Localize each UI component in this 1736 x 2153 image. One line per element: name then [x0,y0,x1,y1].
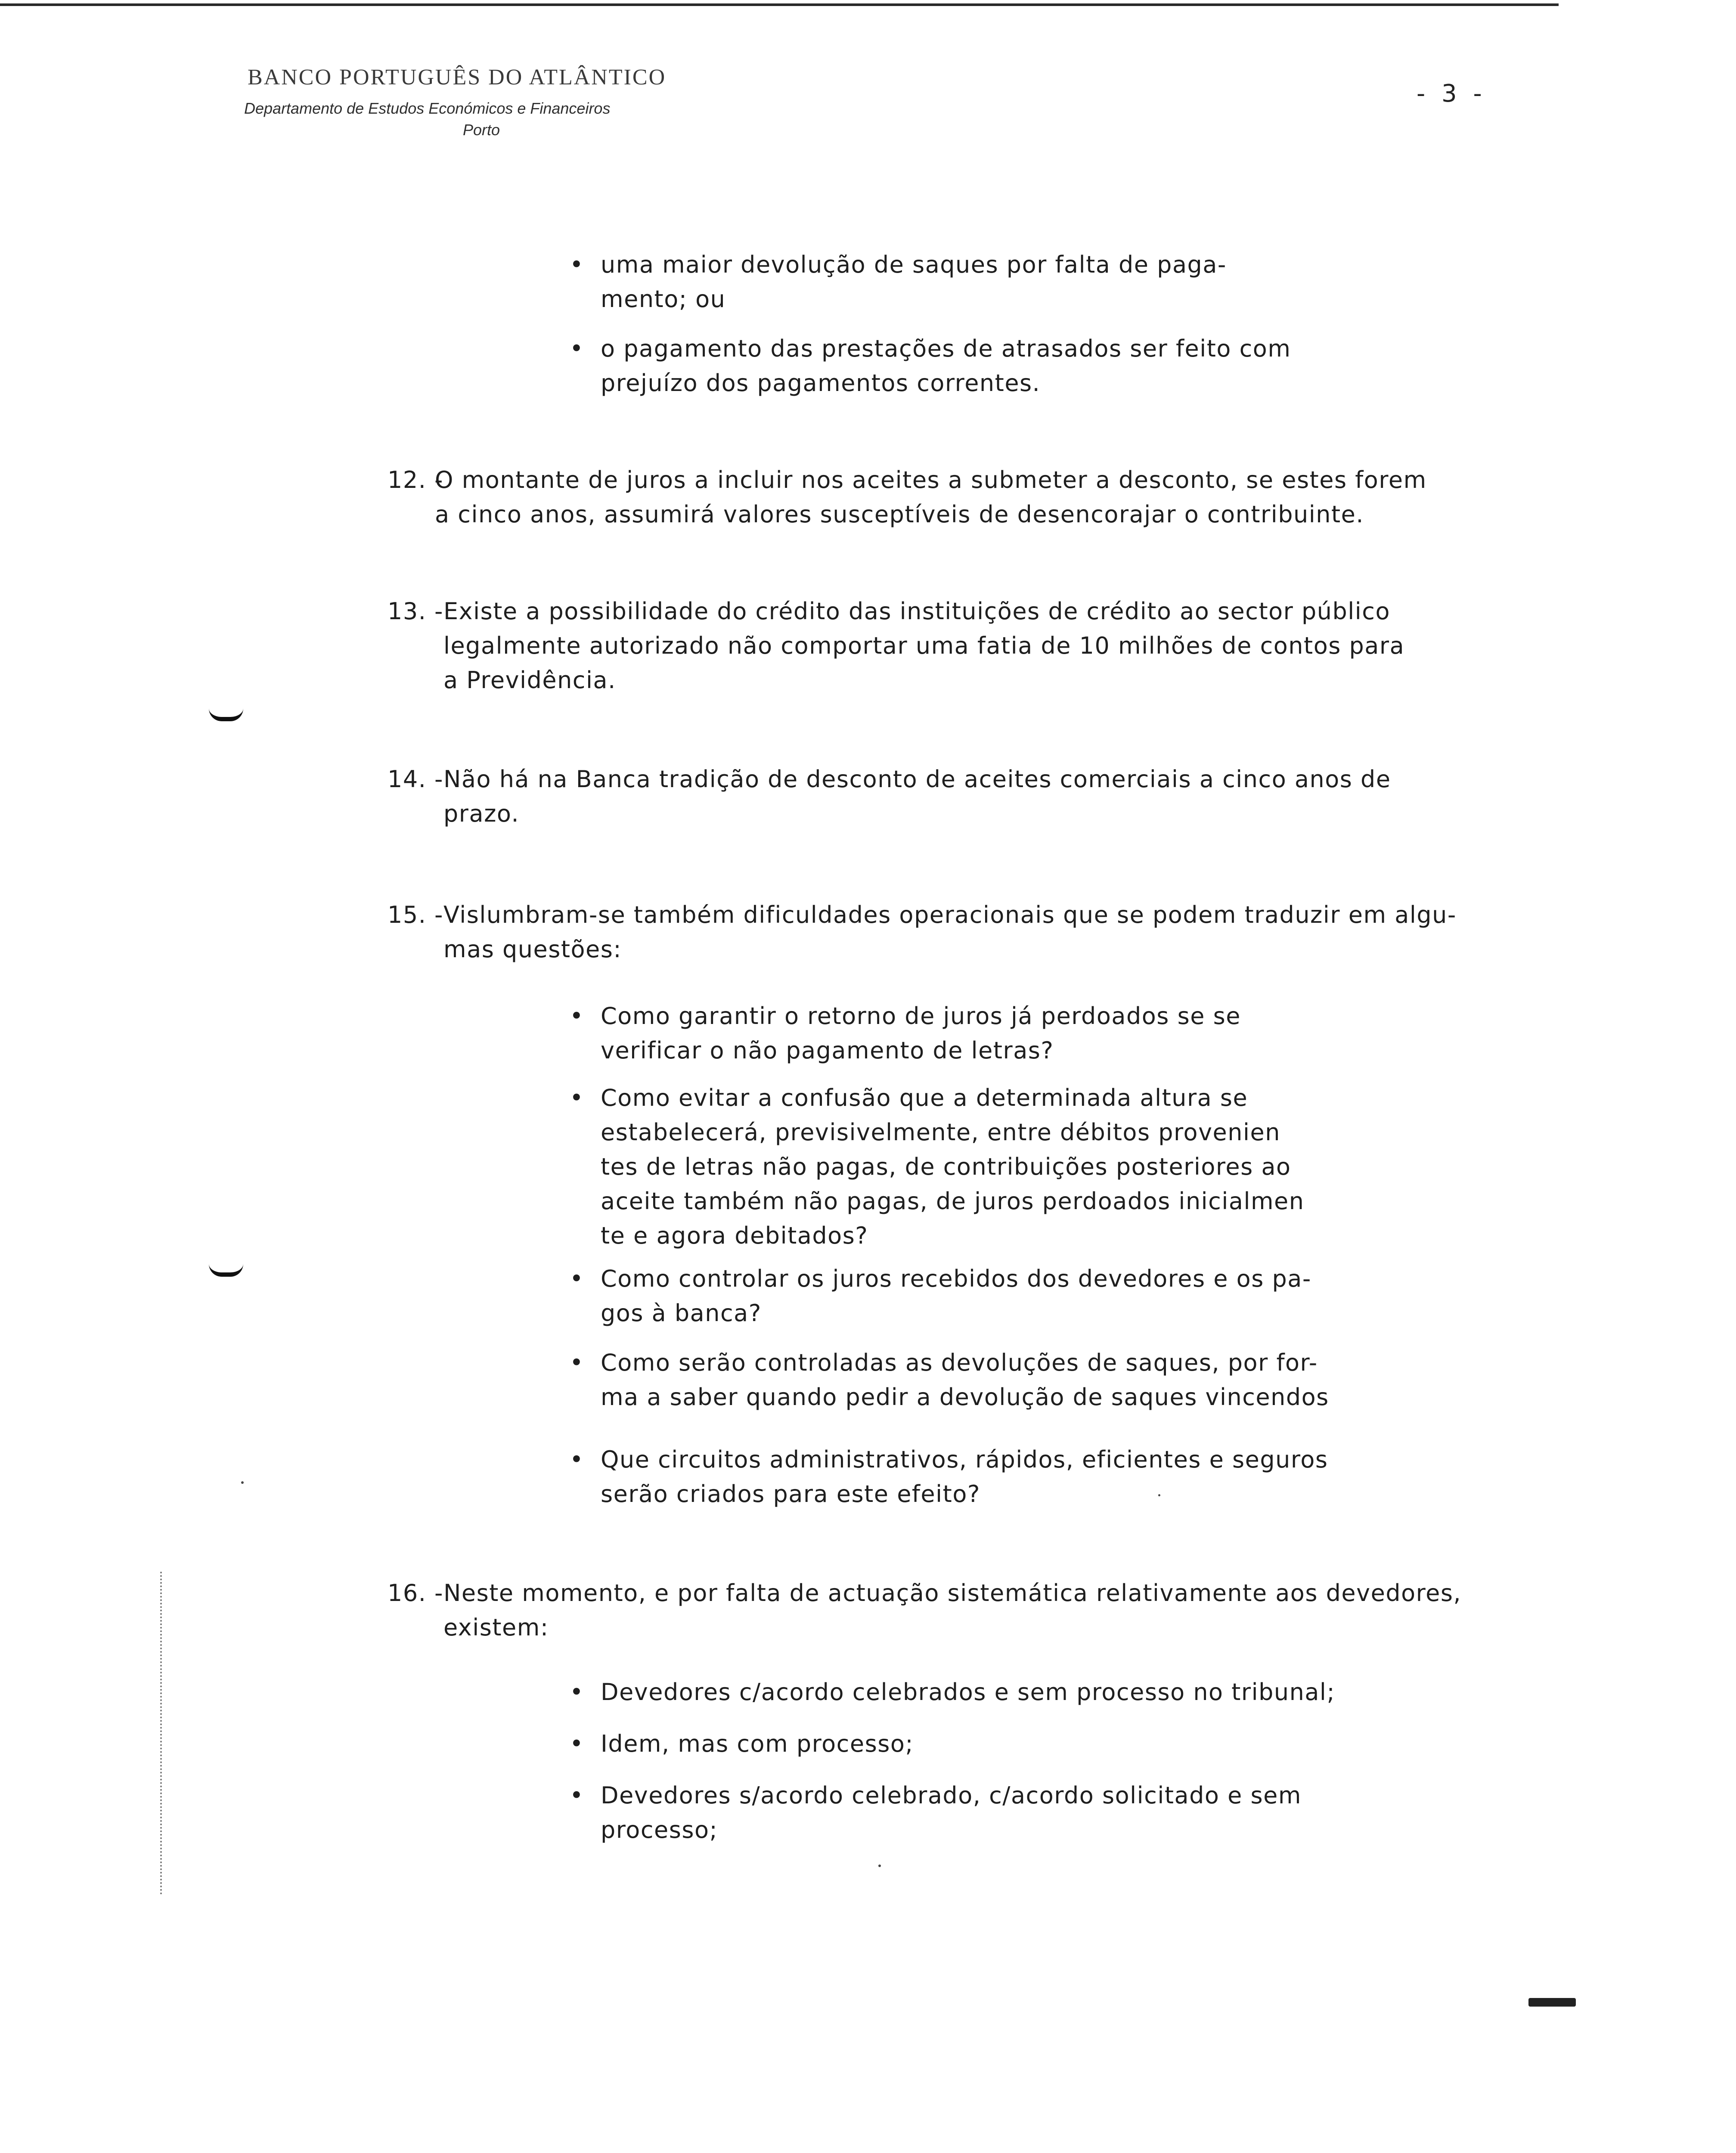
bullet-icon: • [570,1730,584,1757]
item-number: 12. - [388,466,444,493]
item-number: 14. - [388,766,444,793]
punch-hole-mark [209,708,243,721]
bullet-icon: • [570,1446,584,1473]
item-12 [388,463,1427,532]
department-name: Departamento de Estudos Económicos e Financeiros [244,99,611,117]
item-text: Neste momento, e por falta de actuação sistemática relativamente aos devedores, existem: [443,1579,1462,1641]
bullet-icon: • [570,251,584,278]
item-text: O montante de juros a incluir nos aceites a submeter a desconto, se estes forem a cinco anos, assumirá valores susceptíveis de desencorajar o contribuinte. [435,466,1427,528]
item-14 [388,762,1391,831]
scan-speck [1158,1494,1160,1496]
list-item [570,1727,1376,1761]
scan-smudge [1528,1998,1576,2007]
item-text: Não há na Banca tradição de desconto de aceites comerciais a cinco anos de prazo. [443,766,1391,827]
bullet-text: Devedores s/acordo celebrado, c/acordo solicitado e sem processo; [601,1782,1302,1843]
bullet-text: Idem, mas com processo; [601,1730,914,1757]
bullet-icon: • [570,335,584,362]
bullet-text: Como evitar a confusão que a determinada altura se estabelecerá, previsivelmente, entre débitos provenien tes de letras não pagas, de contribuições posteriores ao aceite também não pagas, de juros perdoados inicialmen te e agora debitados? [601,1084,1305,1249]
list-item [570,1443,1376,1511]
bullet-text: Como garantir o retorno de juros já perdoados se se verificar o não pagamento de letras? [601,1002,1241,1064]
scan-speck [241,1481,244,1484]
item-number: 16. - [388,1579,444,1607]
margin-speckles [160,1572,164,1895]
bullet-icon: • [570,1678,584,1706]
item-text: Existe a possibilidade do crédito das instituições de crédito ao sector público legalmente autorizado não comportar uma fatia de 10 milhões de contos para a Previdência. [443,598,1405,694]
item-16 [388,1576,1461,1645]
bullet-text: uma maior devolução de saques por falta de paga- mento; ou [601,251,1227,313]
bullet-text: Que circuitos administrativos, rápidos, eficientes e seguros serão criados para este efeito? [601,1446,1328,1508]
scan-speck [878,1864,881,1867]
bullet-icon: • [570,1265,584,1292]
page-number: - 3 - [1417,80,1486,108]
bullet-icon: • [570,1782,584,1809]
list-item [570,332,1333,400]
bullet-text: Como controlar os juros recebidos dos devedores e os pa- gos à banca? [601,1265,1311,1327]
bullet-text: o pagamento das prestações de atrasados ser feito com prejuízo dos pagamentos correntes. [601,335,1291,397]
city-name: Porto [463,121,500,139]
item-15 [388,898,1457,967]
bullet-icon: • [570,1349,584,1376]
item-text: Vislumbram-se também dificuldades operacionais que se podem traduzir em algu- mas questões: [443,901,1457,963]
list-item [570,248,1333,316]
punch-hole-mark [209,1264,243,1277]
item-number: 13. - [388,598,444,625]
bullet-text: Como serão controladas as devoluções de saques, por for- ma a saber quando pedir a devolução de saques vincendos [601,1349,1329,1411]
list-item [570,1778,1376,1847]
item-13 [388,594,1404,698]
list-item [570,1262,1376,1331]
list-item [570,1675,1376,1709]
list-item [570,999,1376,1068]
list-item [570,1081,1376,1253]
bullet-icon: • [570,1002,584,1030]
bank-name: BANCO PORTUGUÊS DO ATLÂNTICO [248,65,666,90]
item-number: 15. - [388,901,444,928]
letterhead [244,65,666,139]
bullet-text: Devedores c/acordo celebrados e sem processo no tribunal; [601,1678,1336,1706]
top-rule [0,3,1559,6]
bullet-icon: • [570,1084,584,1111]
list-item [570,1346,1376,1415]
